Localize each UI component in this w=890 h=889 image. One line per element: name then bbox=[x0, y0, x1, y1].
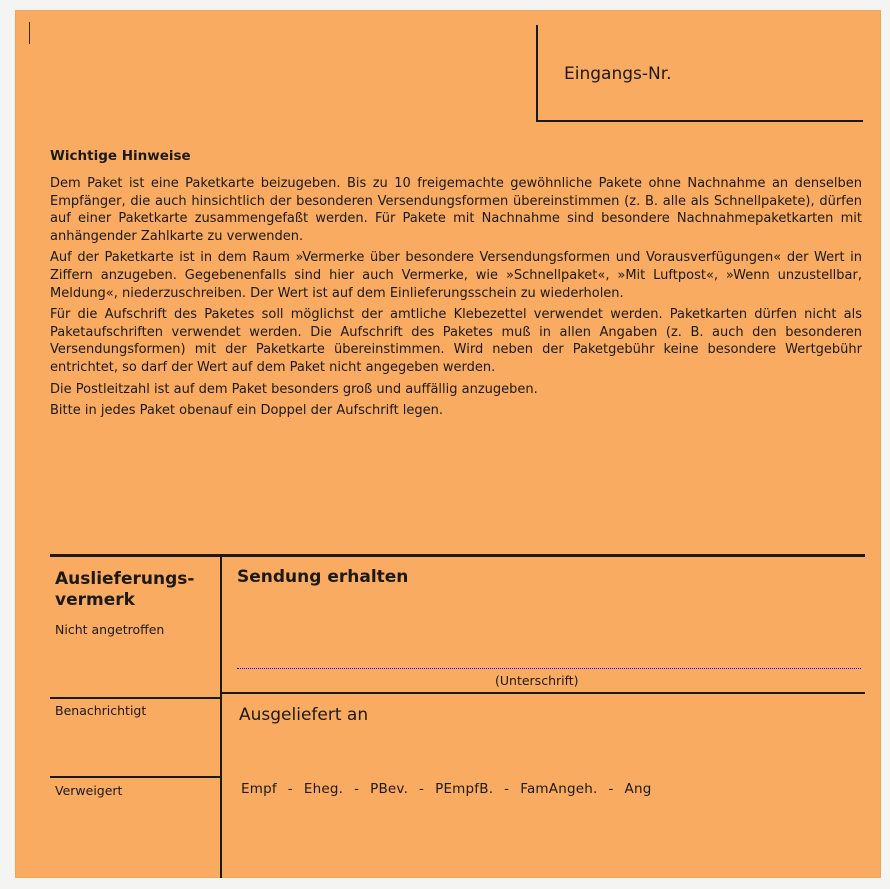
hinweise-paragraph-1: Dem Paket ist eine Paketkarte beizugeben. Bis zu 10 freigemachte gewöhnliche Pakete ohne Nachnahme an denselben Empfänger, die auch hinsichtlich der besonderen Versendungsformen übereinstimmen (z. B. alle als Schnellpakete), dürfen auf einer Paketkarte zusammengefaßt werden. Für Pakete mit Nachnahme sind besondere Nachnahmepaketkarten mit anhängender Zahlkarte zu verwenden. bbox=[50, 176, 862, 244]
eingangs-nr-box bbox=[536, 25, 863, 122]
signature-dotted-line bbox=[237, 668, 861, 669]
nicht-angetroffen-label: Nicht angetroffen bbox=[55, 622, 165, 637]
hinweise-text bbox=[50, 175, 862, 424]
form-vertical-rule bbox=[220, 557, 222, 878]
auslieferungsvermerk-title: Auslieferungs- vermerk bbox=[55, 569, 195, 610]
hinweise-paragraph-3: Für die Aufschrift des Paketes soll möglichst der amtliche Klebezettel verwendet werden. Paketkarten dürfen nicht als Paketaufschriften verwendet werden. Die Aufschrift des Paketes muß in allen Angaben (z. B. auch den besonderen Versendungsformen) mit der Paketkarte übereinstimmen. Wird neben der Paketgebühr keine besondere Wertgebühr entrichtet, so darf der Wert auf dem Paket nicht angegeben werden. bbox=[50, 307, 862, 375]
sendung-erhalten-label: Sendung erhalten bbox=[237, 567, 409, 587]
unterschrift-label: (Unterschrift) bbox=[495, 673, 579, 688]
hinweise-title: Wichtige Hinweise bbox=[50, 148, 191, 164]
corner-tick-mark bbox=[29, 22, 30, 44]
hinweise-paragraph-4: Die Postleitzahl ist auf dem Paket besonders groß und auffällig anzugeben. bbox=[50, 381, 538, 397]
left-column-rule-2 bbox=[50, 776, 220, 778]
left-column-rule-1 bbox=[50, 697, 220, 699]
benachrichtigt-label: Benachrichtigt bbox=[55, 703, 147, 718]
eingangs-nr-label: Eingangs-Nr. bbox=[564, 64, 672, 84]
recipient-options: Empf - Eheg. - PBev. - PEmpfB. - FamAngeh. - Ang bbox=[241, 781, 652, 797]
form-top-rule bbox=[50, 554, 865, 557]
form-middle-rule bbox=[220, 692, 865, 694]
hinweise-paragraph-2: Auf der Paketkarte ist in dem Raum »Vermerke über besondere Versendungsformen und Vorausverfügungen« der Wert in Ziffern anzugeben. Gegebenenfalls sind hier auch Vermerke, wie »Schnellpaket«, »Mit Luftpost«, »Wenn unzustellbar, Meldung«, niederzuschreiben. Der Wert ist auf dem Einlieferungsschein zu wiederholen. bbox=[50, 250, 862, 301]
parcel-card bbox=[15, 10, 881, 878]
hinweise-paragraph-5: Bitte in jedes Paket obenauf ein Doppel der Aufschrift legen. bbox=[50, 403, 444, 419]
ausgeliefert-an-label: Ausgeliefert an bbox=[239, 705, 369, 725]
verweigert-label: Verweigert bbox=[55, 783, 123, 798]
